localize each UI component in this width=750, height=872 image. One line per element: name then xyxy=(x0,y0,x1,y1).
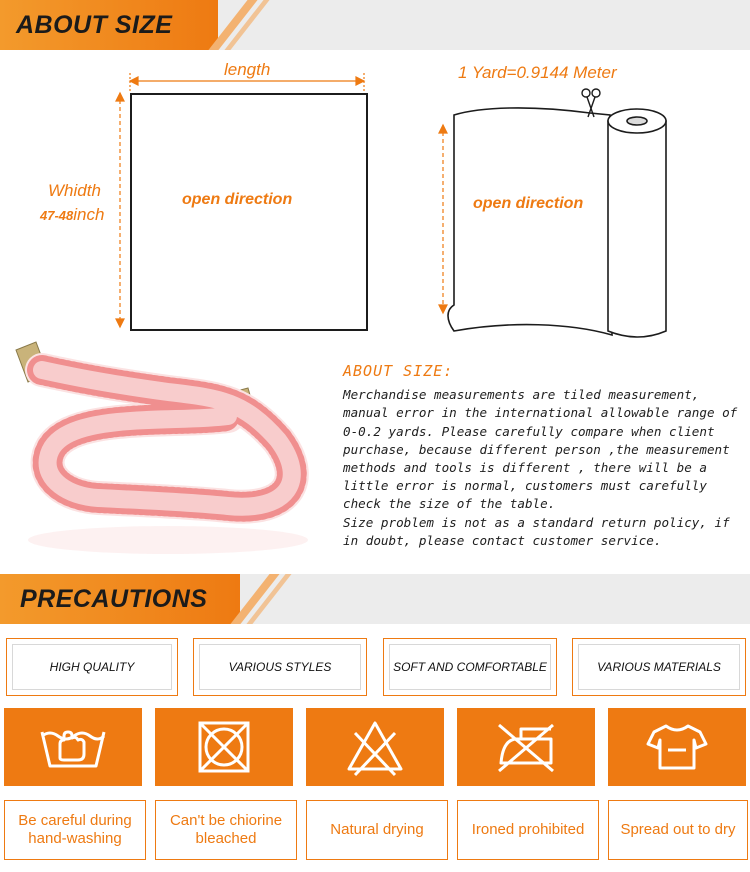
dry-flat-icon xyxy=(644,720,710,774)
hand-wash-icon xyxy=(38,722,108,772)
feature-label: VARIOUS STYLES xyxy=(199,644,361,690)
no-tumble-dry-icon xyxy=(343,717,407,777)
width-range: 47-48 xyxy=(40,208,74,223)
precautions-title: PRECAUTIONS xyxy=(20,585,208,613)
care-caption-row xyxy=(0,800,750,860)
yard-conversion: 1 Yard=0.9144 Meter xyxy=(458,63,617,82)
tape-measure-illustration xyxy=(8,340,328,565)
care-caption-no-iron: Ironed prohibited xyxy=(457,800,599,860)
about-size-description xyxy=(343,362,745,550)
about-size-heading: ABOUT SIZE: xyxy=(343,362,454,380)
no-iron-tile xyxy=(457,708,595,786)
no-iron-icon xyxy=(491,719,561,775)
width-measure xyxy=(40,205,104,225)
feature-box-various-materials xyxy=(572,638,746,696)
precautions-banner xyxy=(0,574,750,624)
fabric-square xyxy=(130,93,368,331)
feature-box-various-styles xyxy=(193,638,367,696)
no-bleach-tile xyxy=(155,708,293,786)
dry-flat-tile xyxy=(608,708,746,786)
length-label: length xyxy=(224,60,271,79)
care-icon-row xyxy=(0,708,750,788)
feature-box-soft-comfortable xyxy=(383,638,557,696)
about-size-paragraph-2: Size problem is not as a standard return policy, if in doubt, please contact customer service. xyxy=(343,514,730,548)
no-bleach-icon xyxy=(194,717,254,777)
care-caption-dry-flat: Spread out to dry xyxy=(608,800,748,860)
care-caption-hand-wash: Be careful during hand-washing xyxy=(4,800,146,860)
care-caption-no-bleach: Can't be chiorine bleached xyxy=(155,800,297,860)
feature-row xyxy=(0,638,750,696)
care-caption-natural-drying: Natural drying xyxy=(306,800,448,860)
open-direction-left: open direction xyxy=(182,191,293,208)
about-size-title: ABOUT SIZE xyxy=(16,11,173,39)
hand-wash-tile xyxy=(4,708,142,786)
about-size-paragraph-1: Merchandise measurements are tiled measurement, manual error in the international allowable range of 0-0.2 yards. Please carefully compare when client purchase, because different person ,the measurement methods and tools is different , there will be a little error is normal, customers must carefully check the size of the table. xyxy=(343,387,738,512)
width-label: Whidth xyxy=(48,181,101,200)
feature-label: SOFT AND COMFORTABLE xyxy=(389,644,551,690)
feature-label: VARIOUS MATERIALS xyxy=(578,644,740,690)
about-size-banner xyxy=(0,0,750,50)
fabric-roll-illustration xyxy=(440,85,680,345)
no-tumble-dry-tile xyxy=(306,708,444,786)
feature-box-high-quality xyxy=(6,638,178,696)
width-unit: inch xyxy=(73,205,105,224)
open-direction-right: open direction xyxy=(473,195,584,212)
feature-label: HIGH QUALITY xyxy=(12,644,172,690)
size-diagram xyxy=(0,55,750,335)
